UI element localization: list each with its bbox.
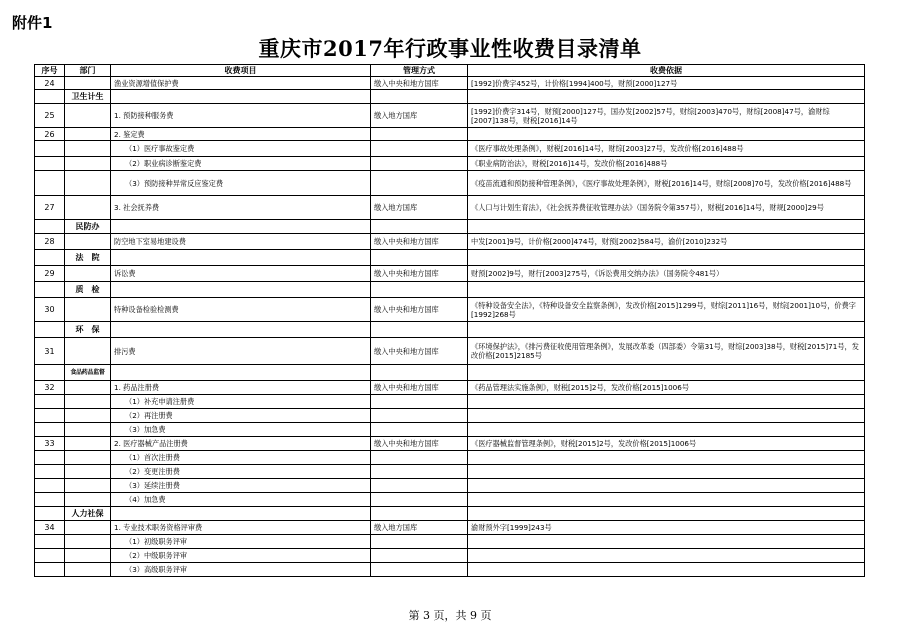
fee-item-cell (111, 322, 371, 338)
row-number (35, 141, 65, 157)
fee-item-cell (111, 90, 371, 104)
management-cell (371, 220, 468, 234)
department-cell (65, 234, 111, 250)
basis-cell: 《疫苗流通和预防接种管理条例》，《医疗事故处理条例》，财税[2016]14号，财综[2008]70号，发改价格[2016]488号 (468, 171, 865, 196)
department-cell (65, 171, 111, 196)
basis-cell (468, 90, 865, 104)
table-row (35, 298, 865, 322)
table-row (35, 220, 865, 234)
basis-cell: [1992]价费字314号，财预[2000]127号，国办发[2002]57号，财综[2003]470号，财综[2008]47号，渝财综[2007]138号，财税[2016]14号 (468, 104, 865, 128)
basis-cell: 《人口与计划生育法》，《社会抚养费征收管理办法》（国务院令第357号），财税[2016]14号，财规[2000]29号 (468, 196, 865, 220)
table-row (35, 196, 865, 220)
table-row (35, 465, 865, 479)
management-cell: 缴入中央和地方国库 (371, 266, 468, 282)
management-cell: 缴入地方国库 (371, 104, 468, 128)
basis-cell (468, 465, 865, 479)
management-cell (371, 141, 468, 157)
department-cell (65, 479, 111, 493)
row-number (35, 493, 65, 507)
department-cell: 法 院 (65, 250, 111, 266)
row-number (35, 507, 65, 521)
basis-cell (468, 365, 865, 381)
department-cell: 民防办 (65, 220, 111, 234)
row-number (35, 90, 65, 104)
management-cell (371, 479, 468, 493)
table-row (35, 381, 865, 395)
department-cell (65, 451, 111, 465)
basis-cell (468, 220, 865, 234)
management-cell: 缴入地方国库 (371, 521, 468, 535)
table-row (35, 250, 865, 266)
basis-cell (468, 282, 865, 298)
row-number (35, 282, 65, 298)
fee-item-cell: （1）补充申请注册费 (111, 395, 371, 409)
management-cell (371, 493, 468, 507)
fee-item-cell: （1）首次注册费 (111, 451, 371, 465)
table-row (35, 90, 865, 104)
table-row (35, 409, 865, 423)
basis-cell (468, 507, 865, 521)
management-cell (371, 563, 468, 577)
row-number: 30 (35, 298, 65, 322)
basis-cell: [1992]价费字452号，计价格[1994]400号，财预[2000]127号 (468, 77, 865, 90)
basis-cell (468, 409, 865, 423)
management-cell: 缴入中央和地方国库 (371, 234, 468, 250)
fee-item-cell: 排污费 (111, 338, 371, 365)
row-number (35, 365, 65, 381)
fee-item-cell (111, 250, 371, 266)
basis-cell (468, 250, 865, 266)
row-number (35, 465, 65, 479)
management-cell (371, 157, 468, 171)
row-number (35, 409, 65, 423)
row-number (35, 395, 65, 409)
page-footer: 第 3 页，共 9 页 (408, 609, 492, 622)
basis-cell: 中发[2001]9号，计价格[2000]474号，财预[2002]584号，渝价[2010]232号 (468, 234, 865, 250)
row-number: 32 (35, 381, 65, 395)
basis-cell (468, 493, 865, 507)
table-row (35, 437, 865, 451)
management-cell (371, 535, 468, 549)
table-row (35, 338, 865, 365)
management-cell: 缴入中央和地方国库 (371, 381, 468, 395)
table-row (35, 395, 865, 409)
basis-cell (468, 322, 865, 338)
row-number (35, 535, 65, 549)
department-cell (65, 104, 111, 128)
basis-cell (468, 395, 865, 409)
header-mgmt: 管理方式 (371, 65, 468, 77)
basis-cell: 《职业病防治法》，财税[2016]14号，发改价格[2016]488号 (468, 157, 865, 171)
row-number (35, 250, 65, 266)
table-row (35, 507, 865, 521)
table-row (35, 493, 865, 507)
department-cell (65, 338, 111, 365)
header-item: 收费项目 (111, 65, 371, 77)
table-body (35, 77, 865, 577)
basis-cell (468, 479, 865, 493)
table-row (35, 171, 865, 196)
management-cell (371, 549, 468, 563)
fee-item-cell: 诉讼费 (111, 266, 371, 282)
department-cell (65, 381, 111, 395)
fee-item-cell: （3）延续注册费 (111, 479, 371, 493)
fee-item-cell: 防空地下室易地建设费 (111, 234, 371, 250)
basis-cell (468, 535, 865, 549)
fee-item-cell (111, 507, 371, 521)
fee-item-cell: 特种设备检验检测费 (111, 298, 371, 322)
department-cell (65, 77, 111, 90)
row-number: 27 (35, 196, 65, 220)
fee-item-cell: （3）加急费 (111, 423, 371, 437)
row-number (35, 220, 65, 234)
basis-cell: 渝财预外字[1999]243号 (468, 521, 865, 535)
management-cell (371, 451, 468, 465)
fee-item-cell: 2. 医疗器械产品注册费 (111, 437, 371, 451)
department-cell (65, 465, 111, 479)
basis-cell (468, 451, 865, 465)
management-cell (371, 90, 468, 104)
fee-item-cell (111, 365, 371, 381)
management-cell (371, 282, 468, 298)
fee-item-cell: 1. 药品注册费 (111, 381, 371, 395)
department-cell (65, 549, 111, 563)
fee-item-cell: （4）加急费 (111, 493, 371, 507)
table-row (35, 479, 865, 493)
annex-label: 附件1 (12, 14, 53, 32)
header-no: 序号 (35, 65, 65, 77)
department-cell: 质 检 (65, 282, 111, 298)
table-row (35, 451, 865, 465)
fee-item-cell: （2）变更注册费 (111, 465, 371, 479)
table-row (35, 77, 865, 90)
basis-cell (468, 549, 865, 563)
basis-cell: 财预[2002]9号，财行[2003]275号，《诉讼费用交纳办法》（国务院令481号） (468, 266, 865, 282)
management-cell (371, 465, 468, 479)
management-cell: 缴入中央和地方国库 (371, 77, 468, 90)
row-number: 26 (35, 128, 65, 141)
row-number (35, 479, 65, 493)
table-row (35, 563, 865, 577)
row-number: 31 (35, 338, 65, 365)
fee-item-cell (111, 220, 371, 234)
table-row (35, 521, 865, 535)
table-row (35, 157, 865, 171)
basis-cell: 《医疗器械监督管理条例》，财税[2015]2号，发改价格[2015]1006号 (468, 437, 865, 451)
management-cell (371, 423, 468, 437)
management-cell (371, 395, 468, 409)
basis-cell (468, 423, 865, 437)
header-basis: 收费依据 (468, 65, 865, 77)
table-row (35, 266, 865, 282)
fee-table (34, 64, 865, 577)
fee-item-cell: （2）再注册费 (111, 409, 371, 423)
table-header-row (35, 65, 865, 77)
fee-item-cell: 1. 专业技术职务资格评审费 (111, 521, 371, 535)
department-cell (65, 437, 111, 451)
fee-item-cell: 2. 鉴定费 (111, 128, 371, 141)
department-cell (65, 298, 111, 322)
table-row (35, 104, 865, 128)
management-cell: 缴入地方国库 (371, 196, 468, 220)
management-cell: 缴入中央和地方国库 (371, 437, 468, 451)
row-number (35, 549, 65, 563)
department-cell (65, 395, 111, 409)
row-number: 29 (35, 266, 65, 282)
basis-cell: 《环境保护法》，《排污费征收使用管理条例》，发展改革委（四部委）令第31号，财综[2003]38号，财税[2015]71号，发改价格[2015]2185号 (468, 338, 865, 365)
basis-cell (468, 128, 865, 141)
fee-item-cell: （2）职业病诊断鉴定费 (111, 157, 371, 171)
department-cell (65, 266, 111, 282)
table-row (35, 234, 865, 250)
basis-cell: 《医疗事故处理条例》，财税[2016]14号，财综[2003]27号，发改价格[2016]488号 (468, 141, 865, 157)
management-cell (371, 409, 468, 423)
table-row (35, 535, 865, 549)
fee-item-cell: （1）初级职务评审 (111, 535, 371, 549)
department-cell: 食品药品监督 (65, 365, 111, 381)
management-cell (371, 250, 468, 266)
fee-item-cell: 渔业资源增值保护费 (111, 77, 371, 90)
management-cell (371, 322, 468, 338)
department-cell: 卫生计生 (65, 90, 111, 104)
basis-cell: 《药品管理法实施条例》，财税[2015]2号，发改价格[2015]1006号 (468, 381, 865, 395)
fee-item-cell (111, 282, 371, 298)
table-row (35, 282, 865, 298)
department-cell: 人力社保 (65, 507, 111, 521)
row-number (35, 451, 65, 465)
management-cell (371, 128, 468, 141)
management-cell: 缴入中央和地方国库 (371, 298, 468, 322)
department-cell (65, 423, 111, 437)
table-row (35, 423, 865, 437)
table-row (35, 128, 865, 141)
department-cell (65, 521, 111, 535)
row-number: 33 (35, 437, 65, 451)
row-number (35, 423, 65, 437)
department-cell: 环 保 (65, 322, 111, 338)
basis-cell: 《特种设备安全法》，《特种设备安全监察条例》，发改价格[2015]1299号，财综[2011]16号，财综[2001]10号，价费字[1992]268号 (468, 298, 865, 322)
fee-item-cell: （3）预防接种异常反应鉴定费 (111, 171, 371, 196)
fee-item-cell: 1. 预防接种服务费 (111, 104, 371, 128)
row-number: 34 (35, 521, 65, 535)
header-dept: 部门 (65, 65, 111, 77)
row-number (35, 563, 65, 577)
row-number: 28 (35, 234, 65, 250)
basis-cell (468, 563, 865, 577)
row-number: 25 (35, 104, 65, 128)
row-number (35, 322, 65, 338)
fee-item-cell: （1）医疗事故鉴定费 (111, 141, 371, 157)
table-row (35, 365, 865, 381)
department-cell (65, 157, 111, 171)
department-cell (65, 563, 111, 577)
department-cell (65, 409, 111, 423)
management-cell (371, 507, 468, 521)
table-row (35, 141, 865, 157)
department-cell (65, 141, 111, 157)
management-cell (371, 171, 468, 196)
fee-item-cell: 3. 社会抚养费 (111, 196, 371, 220)
fee-item-cell: （2）中级职务评审 (111, 549, 371, 563)
table-row (35, 322, 865, 338)
management-cell: 缴入中央和地方国库 (371, 338, 468, 365)
table-row (35, 549, 865, 563)
row-number: 24 (35, 77, 65, 90)
department-cell (65, 535, 111, 549)
row-number (35, 171, 65, 196)
row-number (35, 157, 65, 171)
department-cell (65, 196, 111, 220)
department-cell (65, 493, 111, 507)
department-cell (65, 128, 111, 141)
fee-item-cell: （3）高级职务评审 (111, 563, 371, 577)
page-title: 重庆市2017年行政事业性收费目录清单 (258, 36, 642, 61)
management-cell (371, 365, 468, 381)
